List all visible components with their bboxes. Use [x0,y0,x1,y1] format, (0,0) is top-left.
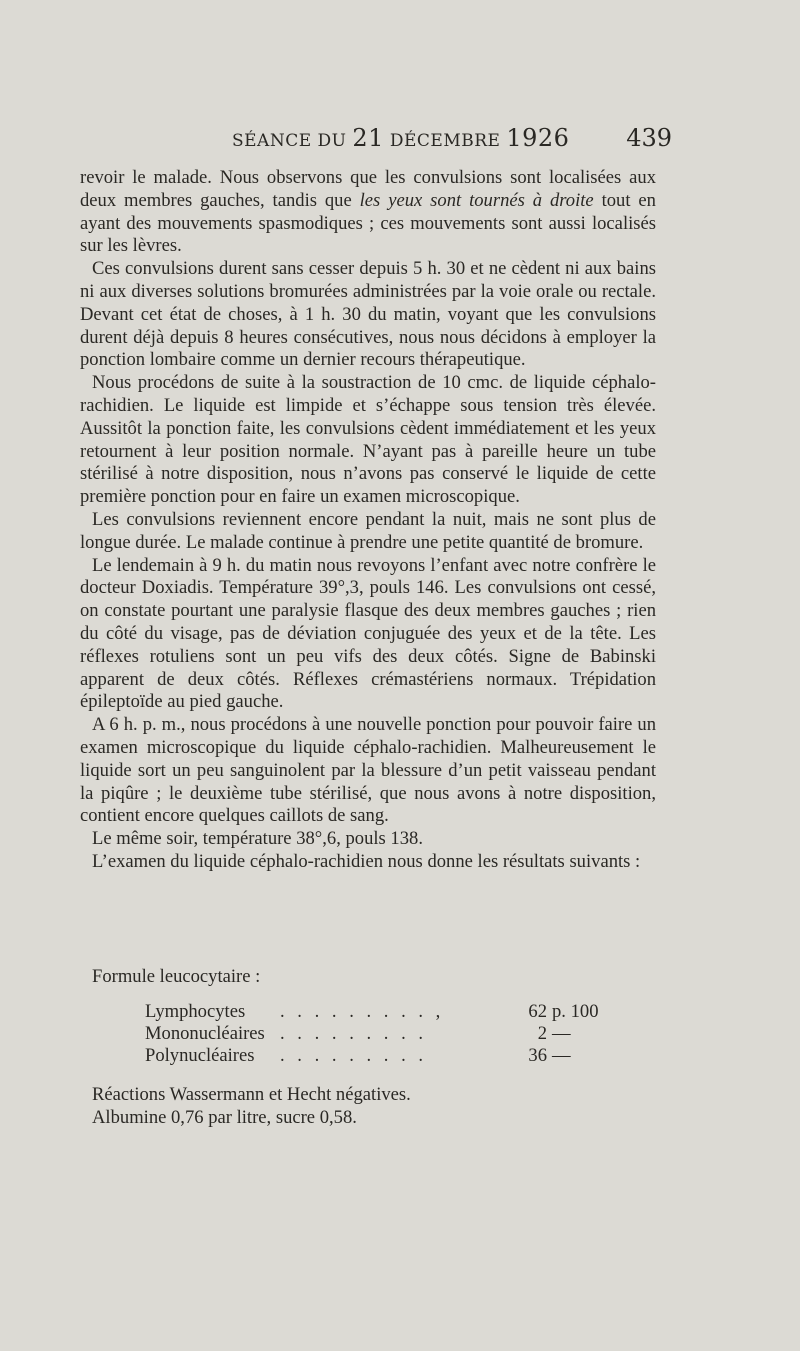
formula-label: Lymphocytes [145,1001,246,1022]
albumine-line: Albumine 0,76 par litre, sucre 0,58. [92,1107,357,1128]
paragraph-7: Le même soir, température 38°,6, pouls 138. [92,828,423,850]
paragraph-1-b: tout en ayant des mouvements spasmodiques ; ces mouvements sont aussi localisés sur les lèvres. [80,189,656,257]
body-text [80,167,656,874]
formula-leader: . . . . . . . . . [280,1045,428,1066]
formula-label: Polynucléaires [145,1045,255,1066]
paragraph-3: Nous procédons de suite à la soustraction de 10 cmc. de liquide céphalo-rachidien. Le liquide est limpide et s’échappe sous tension très élevée. Aussitôt la ponction faite, les convulsions cèdent immédiatement et les yeux retournent à leur position normale. N’ayant pas à pareille heure un tube stérilisé à notre disposition, nous n’avons pas conservé le liquide de cette première ponction pour en faire un examen microscopique. [80,372,656,508]
final-results [92,1083,652,1129]
formula-value: 2 [537,1023,547,1044]
formula-leader: . . . . . . . . . , [280,1001,445,1022]
formula-unit: p. 100 [552,1001,599,1022]
formula-unit: — [552,1045,571,1066]
header-day: 21 [352,124,384,152]
header-title [232,124,569,152]
header-year: 1926 [506,124,570,152]
paragraph-5: Le lendemain à 9 h. du matin nous revoyons l’enfant avec notre confrère le docteur Doxiadis. Température 39°,3, pouls 146. Les convulsions ont cessé, on constate pourtant une paralysie flasque des deux membres gauches ; rien du côté du visage, pas de déviation conjuguée des yeux et de la tête. Les réflexes rotuliens sont un peu vifs des deux côtés. Signe de Babinski apparent de deux côtés. Réflexes crémastériens normaux. Trépidation épileptoïde au pied gauche. [80,554,656,713]
header-prefix: SÉANCE DU [232,131,347,151]
formula-heading: Formule leucocytaire : [92,966,261,987]
formula-row [145,1044,605,1068]
formula-row [145,1000,605,1024]
paragraph-6: A 6 h. p. m., nous procédons à une nouvelle ponction pour pouvoir faire un examen microscopique du liquide céphalo-rachidien. Malheureusement le liquide sort un peu sanguinolent par la blessure d’un petit vaisseau pendant la piqûre ; le deuxième tube stérilisé, que nous avons à notre disposition, contient encore quelques caillots de sang. [80,714,656,827]
wassermann-line: Réactions Wassermann et Hecht négatives. [92,1084,411,1105]
running-header [232,124,672,158]
formula-row [145,1022,605,1046]
formula-value: 62 [528,1001,547,1022]
page-number: 439 [626,124,672,152]
formula-leader: . . . . . . . . . [280,1023,428,1044]
formula-unit: — [552,1023,571,1044]
paragraph-1-a: revoir le malade. Nous observons que les convulsions sont localisées aux deux membres gauches, tandis que [80,167,656,211]
header-month: DÉCEMBRE [389,131,501,151]
paragraph-1 [80,167,656,258]
paragraph-4: Les convulsions reviennent encore pendant la nuit, mais ne sont plus de longue durée. Le malade continue à prendre une petite quantité de bromure. [80,508,656,553]
formula-value: 36 [528,1045,547,1066]
paragraph-1-emphasis: les yeux sont tournés à droite [359,189,594,211]
paragraph-2: Ces convulsions durent sans cesser depuis 5 h. 30 et ne cèdent ni aux bains ni aux diverses solutions bromurées administrées par la voie orale ou rectale. Devant cet état de choses, à 1 h. 30 du matin, voyant que les convulsions durent déjà depuis 8 heures consécutives, nous nous décidons à employer la ponction lombaire comme un dernier recours thérapeutique. [80,258,656,371]
paragraph-8: L’examen du liquide céphalo-rachidien nous donne les résultats suivants : [92,850,641,872]
formula-label: Mononucléaires [145,1023,265,1044]
